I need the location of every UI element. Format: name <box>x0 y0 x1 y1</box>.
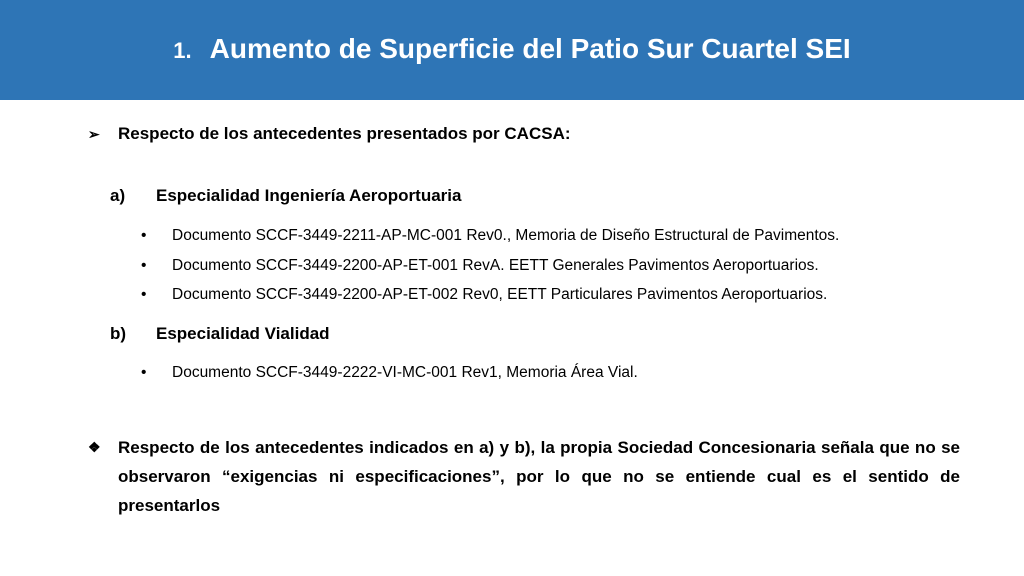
list-item-text: Documento SCCF-3449-2222-VI-MC-001 Rev1, Memoria Área Vial. <box>172 364 638 381</box>
bullet-dot-icon: • <box>141 257 147 274</box>
diamond-bullet-icon: ❖ <box>88 439 101 455</box>
section-a-label: a) <box>110 186 126 205</box>
list-item <box>141 364 638 382</box>
arrow-bullet-icon: ➢ <box>88 126 100 142</box>
list-item-text: Documento SCCF-3449-2200-AP-ET-002 Rev0, EETT Particulares Pavimentos Aeroportuarios. <box>172 286 828 303</box>
bullet-dot-icon: • <box>141 364 147 381</box>
title-text: Aumento de Superficie del Patio Sur Cuartel SEI <box>209 33 851 64</box>
list-item <box>141 286 827 304</box>
section-b-heading <box>110 324 330 344</box>
list-item <box>141 257 819 275</box>
section-b-title: Especialidad Vialidad <box>156 324 330 343</box>
page-title <box>0 32 1024 68</box>
conclusion-text: Respecto de los antecedentes indicados en a) y b), la propia Sociedad Concesionaria señala que no se observaron “exigencias ni especificaciones”, por lo que no se entiende cual es el sentido de presentarlos <box>118 438 960 515</box>
title-bar <box>0 0 1024 100</box>
conclusion-paragraph <box>88 433 960 520</box>
bullet-dot-icon: • <box>141 286 147 303</box>
intro-text: Respecto de los antecedentes presentados por CACSA: <box>118 124 571 143</box>
list-item-text: Documento SCCF-3449-2200-AP-ET-001 RevA. EETT Generales Pavimentos Aeroportuarios. <box>172 257 819 274</box>
bullet-dot-icon: • <box>141 227 147 244</box>
title-number: 1. <box>173 38 192 63</box>
section-a-heading <box>110 186 461 206</box>
list-item-text: Documento SCCF-3449-2211-AP-MC-001 Rev0., Memoria de Diseño Estructural de Pavimentos. <box>172 227 840 244</box>
intro-line <box>88 124 571 144</box>
section-b-label: b) <box>110 324 127 343</box>
list-item <box>141 227 839 245</box>
section-a-title: Especialidad Ingeniería Aeroportuaria <box>156 186 462 205</box>
